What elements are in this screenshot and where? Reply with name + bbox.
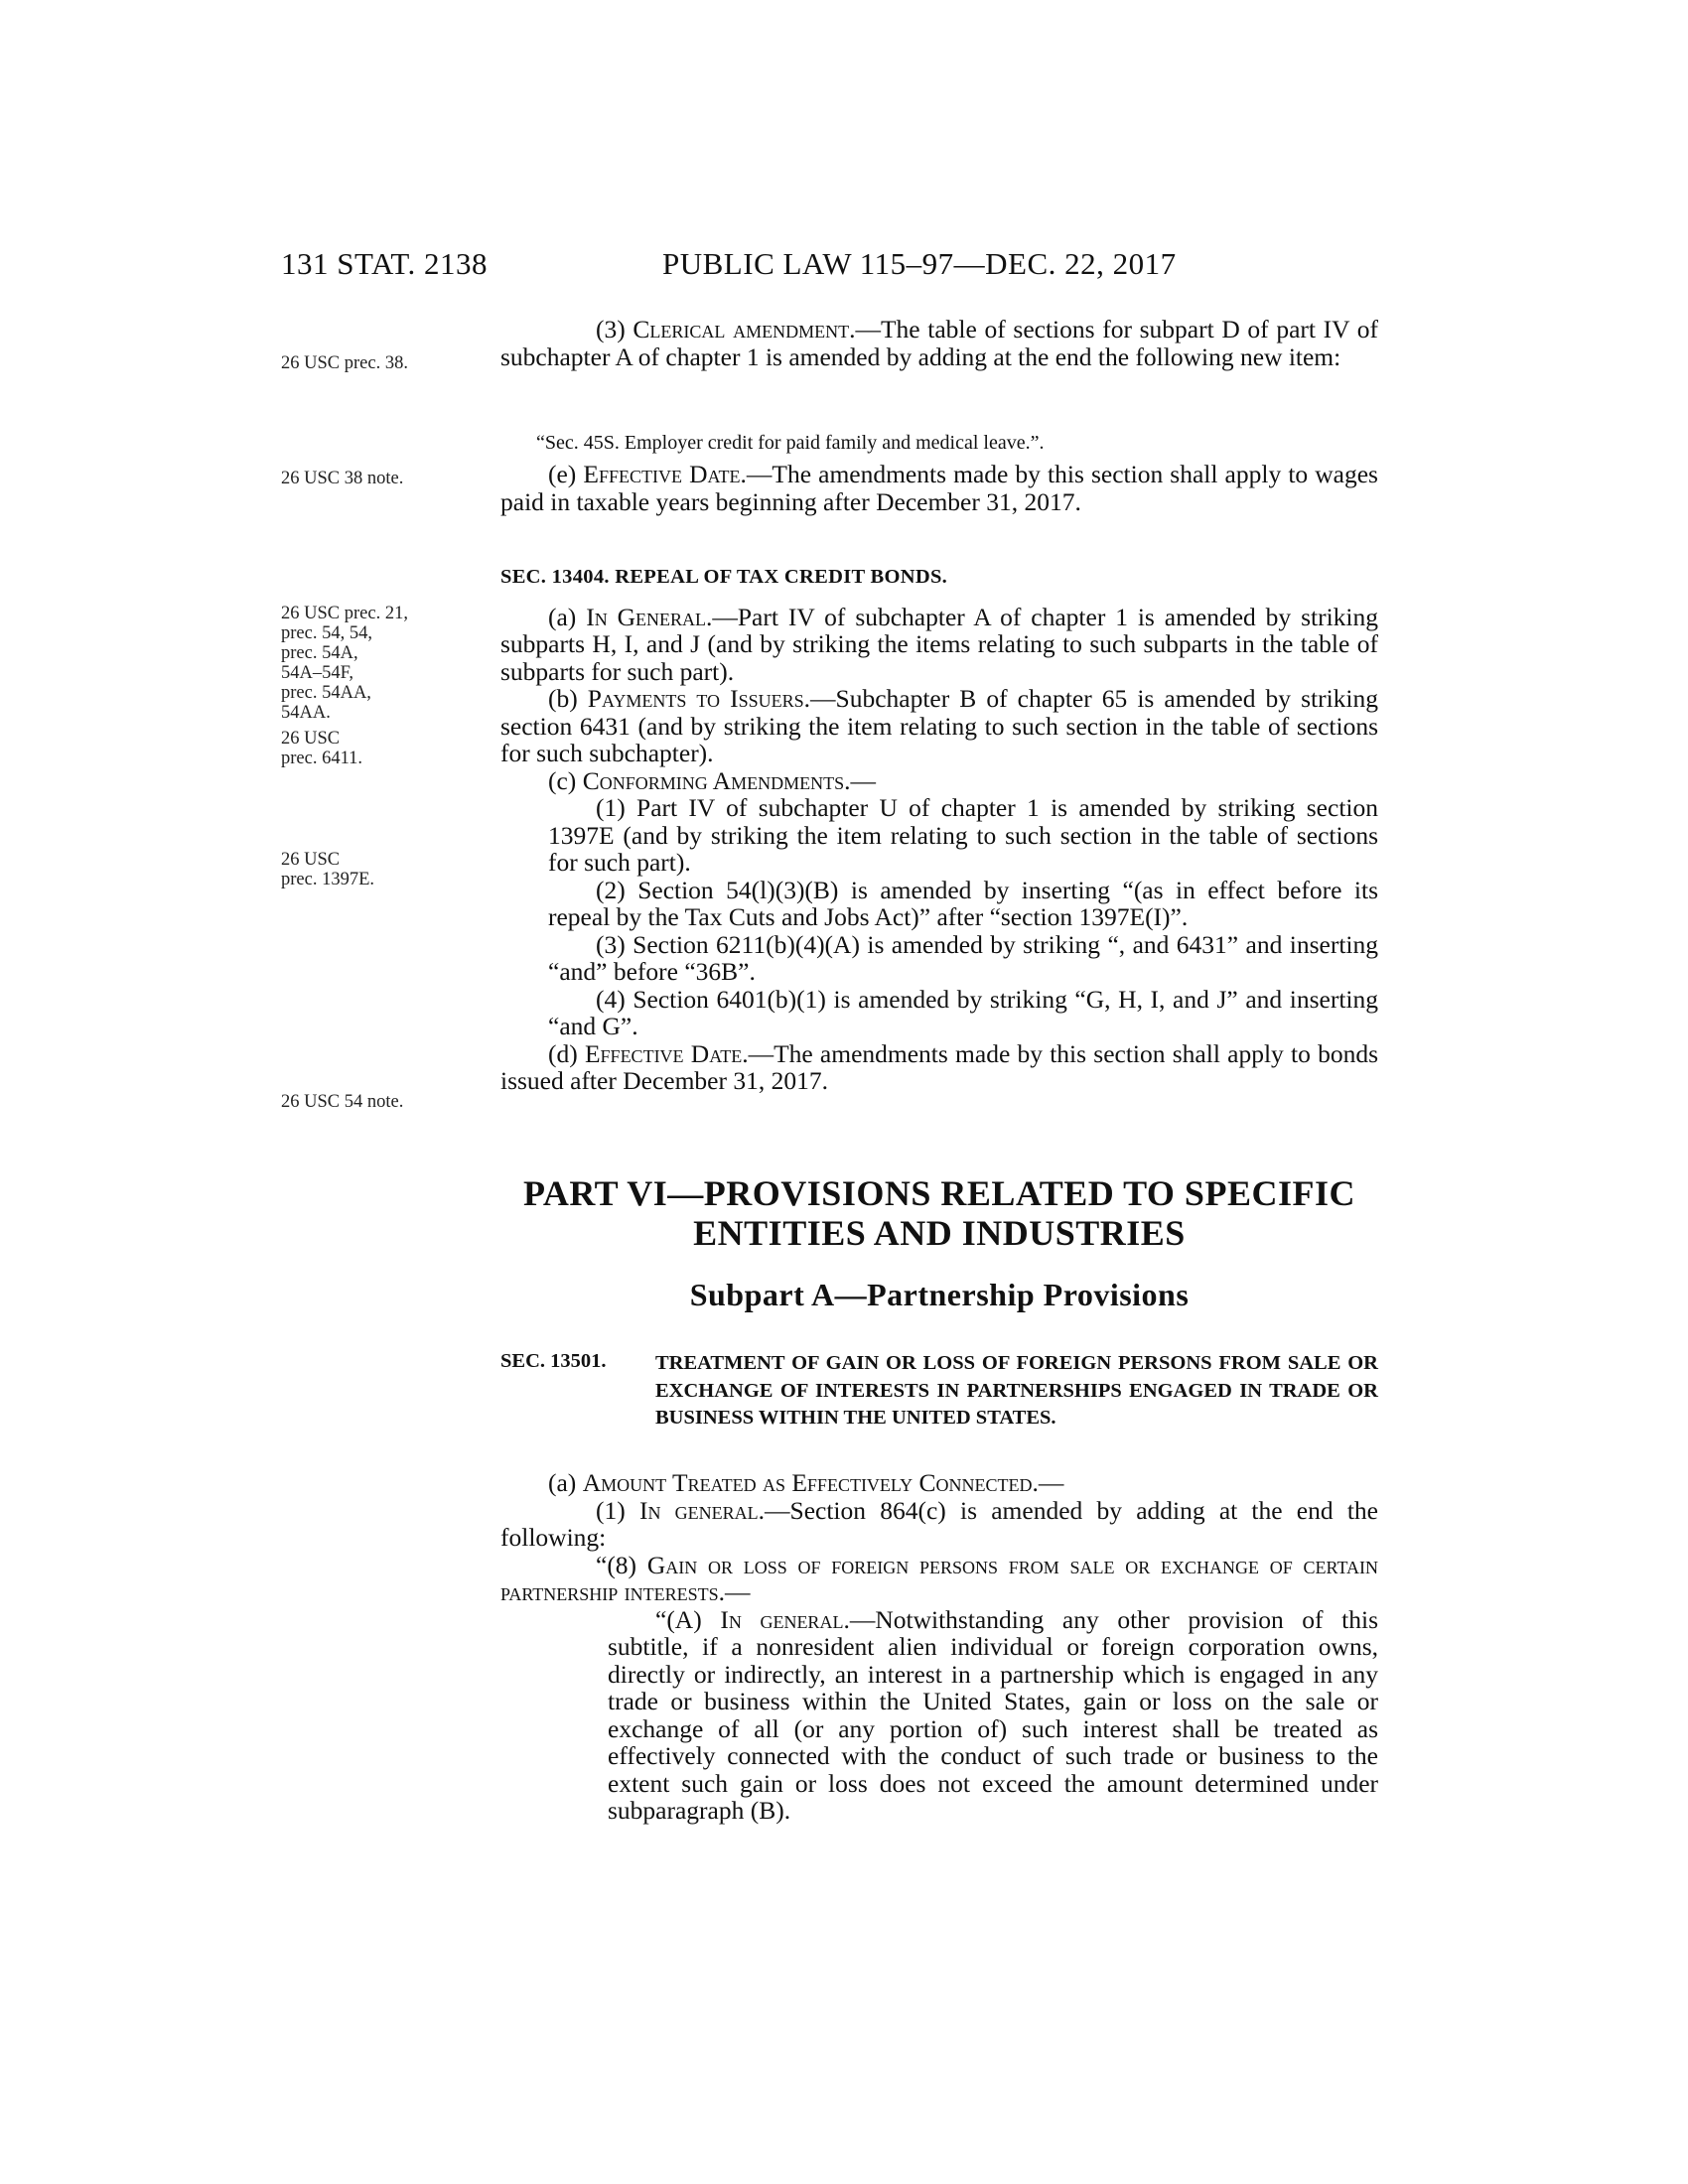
paragraph-8: “(8) Gain or loss of foreign persons from sale or exchange of certain partnership interests.— [500,1550,1378,1606]
clerical-amendment-paragraph: (3) Clerical amendment.—The table of sections for subpart D of part IV of subchapter A of chapter 1 is amended by adding at the end the following new item: [500,315,1379,371]
section-13404 [500,564,1378,1095]
subsection-d: (d) Effective Date.—The amendments made by this section shall apply to bonds issued after December 31, 2017. [500,1038,1378,1095]
section-13501-number: SEC. 13501. [500,1350,607,1372]
page-running-title: PUBLIC LAW 115–97—DEC. 22, 2017 [662,246,1177,281]
margin-note-line: 54AA. [281,703,331,723]
part-vi-heading-line: PART VI—PROVISIONS RELATED TO SPECIFIC [523,1173,1355,1213]
margin-note-line: prec. 54, 54, [281,623,372,643]
margin-note-usc-38-note [281,469,480,488]
margin-note-usc-prec-21 [281,604,480,723]
margin-note-line: prec. 54AA, [281,683,371,703]
margin-note-line: prec. 54A, [281,643,358,663]
subsection-a: (a) In General.—Part IV of subchapter A of chapter 1 is amended by striking subparts H, I, and J (and by striking the items relating to such subparts in the table of subparts for such part). [500,602,1378,686]
margin-note-text: 26 USC 38 note. [281,469,404,488]
margin-note-usc-prec-1397e [281,850,480,889]
paragraph-c4: (4) Section 6401(b)(1) is amended by striking “G, H, I, and J” and inserting “and G”. [548,984,1378,1040]
section-13501-body [500,1469,1378,1825]
margin-note-usc-54-note [281,1092,480,1112]
section-13404-heading: SEC. 13404. REPEAL OF TAX CREDIT BONDS. [500,566,948,588]
page-stat-number: 131 STAT. 2138 [281,246,489,281]
subsection-c: (c) Conforming Amendments.— [548,765,876,795]
clerical-amendment-heading: Clerical amendment [633,315,850,343]
paragraph-1: (1) In general.—Section 864(c) is amended by adding at the end the following: [500,1495,1378,1552]
subparagraph-a: “(A) In general.—Notwithstanding any other provision of this subtitle, if a nonresident alien individual or foreign corporation owns, directly or indirectly, an interest in a partnership which is engaged in any trade or business within the United States, gain or loss on the sale or exchange of all (or any portion of) such interest shall be treated as effectively connected with the conduct of such trade or business to the extent such gain or loss does not exceed the amount determined under subparagraph (B). [608,1604,1378,1825]
table-of-sections-item: “Sec. 45S. Employer credit for paid family and medical leave.”. [536,432,1045,454]
margin-note-line: prec. 6411. [281,749,363,768]
effective-date-e-paragraph: (e) Effective Date.—The amendments made by this section shall apply to wages paid in taxable years beginning after December 31, 2017. [500,460,1378,516]
margin-note-line: 26 USC [281,729,341,749]
margin-note-usc-prec-6411 [281,729,480,768]
margin-note-usc-prec-38 [281,353,480,373]
paragraph-c1: (1) Part IV of subchapter U of chapter 1 is amended by striking section 1397E (and by striking the item relating to such section in the table of sections for such part). [548,793,1378,877]
margin-note-line: 54A–54F, [281,663,354,683]
margin-note-line: prec. 1397E. [281,870,375,889]
part-vi-heading [500,1173,1378,1253]
margin-note-text: 26 USC prec. 38. [281,353,408,373]
margin-note-line: 26 USC prec. 21, [281,604,408,623]
paragraph-c2: (2) Section 54(l)(3)(B) is amended by inserting “(as in effect before its repeal by the Tax Cuts and Jobs Act)” after “section 1397E(I)”. [548,875,1378,931]
margin-note-text: 26 USC 54 note. [281,1092,404,1112]
paragraph-c3: (3) Section 6211(b)(4)(A) is amended by striking “, and 6431” and inserting “and” before “36B”. [548,929,1378,986]
section-13501-title: TREATMENT OF GAIN OR LOSS OF FOREIGN PERSONS FROM SALE OR EXCHANGE OF INTERESTS IN PARTNERSHIPS ENGAGED IN TRADE OR BUSINESS WITHIN THE UNITED STATES. [655,1352,1378,1429]
part-vi-heading-line: ENTITIES AND INDUSTRIES [693,1213,1186,1253]
subpart-a-heading: Subpart A—Partnership Provisions [689,1277,1190,1312]
subsection-a-heading: (a) Amount Treated as Effectively Connected.— [548,1468,1064,1497]
effective-date-heading: Effective Date [583,460,741,488]
subsection-b: (b) Payments to Issuers.—Subchapter B of chapter 65 is amended by striking section 6431 (and by striking the item relating to such section in the table of sections for such subchapter). [500,684,1378,767]
margin-note-line: 26 USC [281,850,341,870]
